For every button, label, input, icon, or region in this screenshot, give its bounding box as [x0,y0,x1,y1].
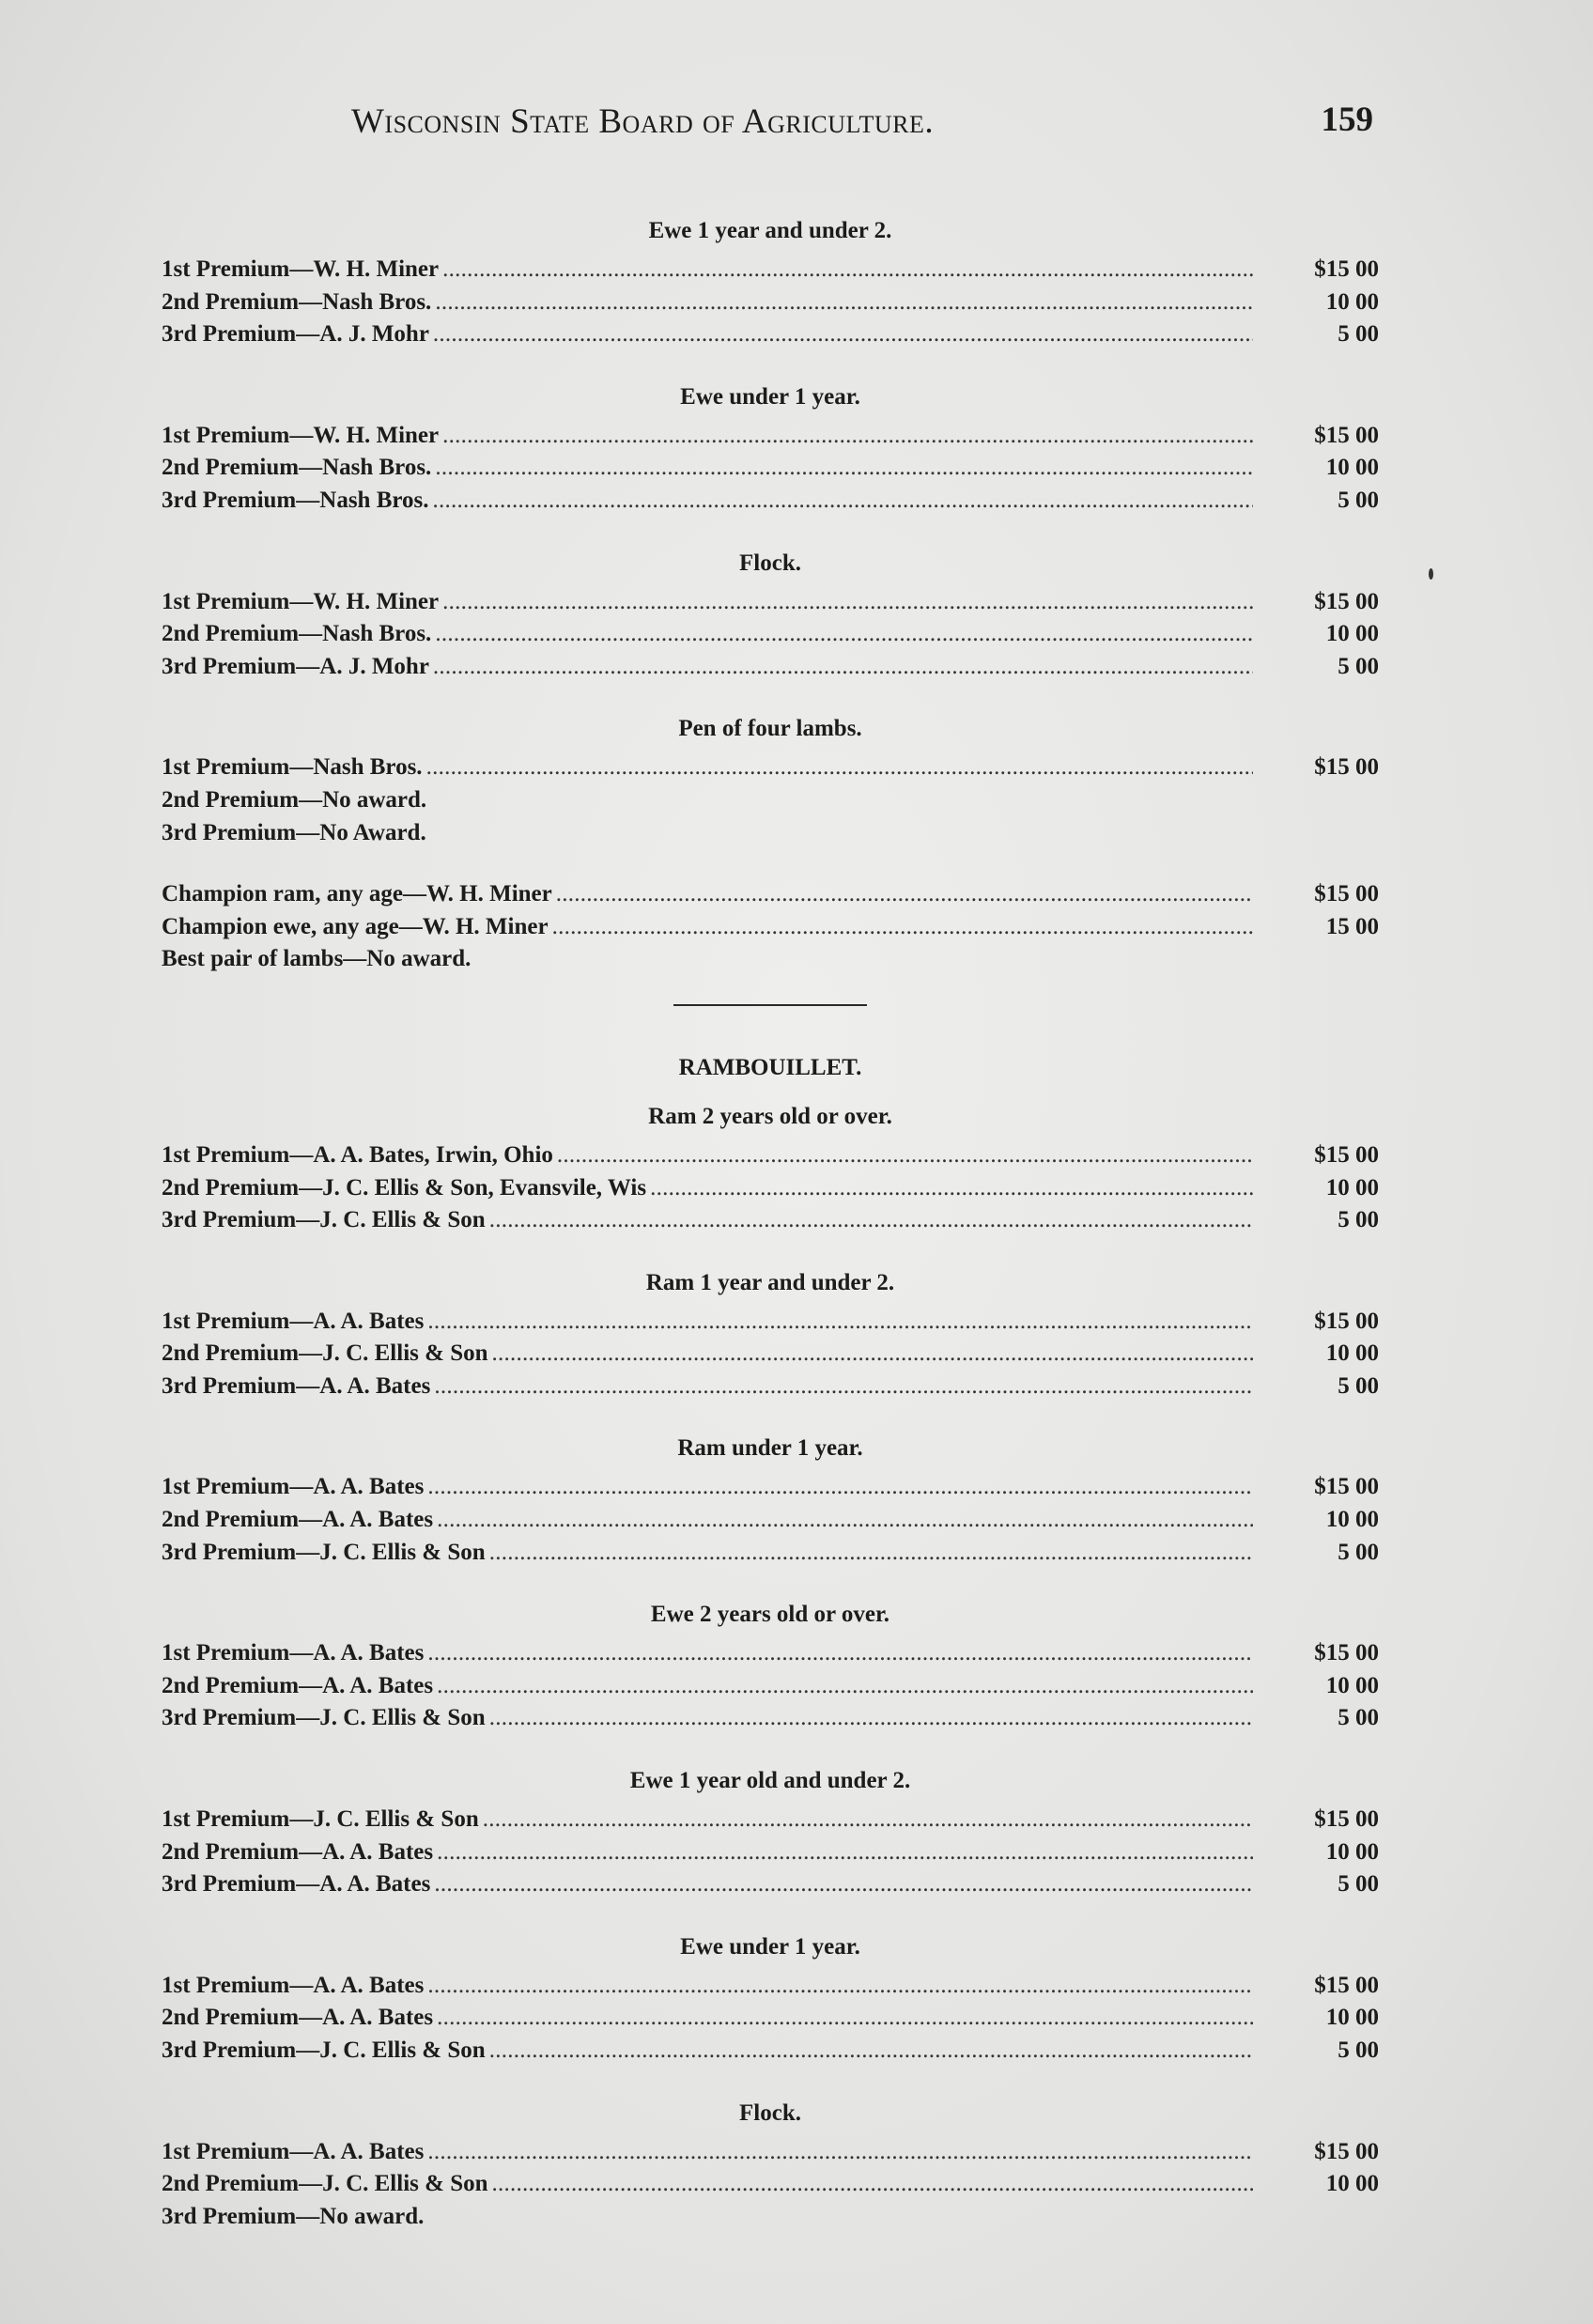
dot-leader [556,878,1253,911]
award-entry [162,420,1379,453]
page-number: 159 [1321,101,1373,139]
dot-leader [434,1868,1253,1901]
award-label: Champion ewe, any age—W. H. Miner [162,913,549,939]
dot-leader [437,1836,1253,1869]
award-entry [162,1804,1379,1836]
award-label: 2nd Premium—A. A. Bates [162,1838,434,1865]
award-entry [162,751,1379,784]
award-amount: $15 00 [1314,2138,1379,2164]
running-title: Wisconsin State Board of Agriculture. [351,102,935,141]
award-amount: 10 00 [1325,288,1379,315]
class-heading: Ram under 1 year. [677,1435,863,1462]
dot-leader [433,318,1253,351]
award-entry [162,2002,1379,2035]
award-label: 2nd Premium—Nash Bros. [162,621,432,647]
award-entry [162,1670,1379,1703]
award-amount: $15 00 [1314,422,1379,448]
class-heading: Ram 1 year and under 2. [645,1269,895,1295]
award-amount: 5 00 [1338,2037,1379,2063]
award-entry [162,1204,1379,1237]
award-label: 3rd Premium—A. A. Bates [162,1372,431,1399]
class-heading: Ewe under 1 year. [680,1933,860,1960]
award-label: 2nd Premium—No award. [162,786,427,813]
award-amount: 10 00 [1325,1340,1379,1367]
award-amount: 5 00 [1338,321,1379,348]
award-class [162,1764,1379,1901]
award-entry [162,586,1379,619]
dot-leader [433,651,1253,684]
award-label: 3rd Premium—A. J. Mohr [162,321,429,348]
class-heading: Ram 2 years old or over. [648,1103,892,1129]
award-label: 3rd Premium—J. C. Ellis & Son [162,2037,486,2063]
breed-heading: RAMBOUILLET. [678,1054,862,1080]
dot-leader [434,1371,1253,1403]
dot-leader [552,911,1253,944]
dot-leader [427,1471,1253,1504]
award-entry [162,2035,1379,2068]
award-label: 2nd Premium—J. C. Ellis & Son [162,1340,488,1367]
dot-leader [426,751,1253,784]
class-heading: Ewe under 1 year. [680,383,860,410]
class-heading: Pen of four lambs. [678,716,862,742]
award-label: 3rd Premium—Nash Bros. [162,487,429,513]
award-amount: $15 00 [1314,1640,1379,1666]
award-label: 1st Premium—W. H. Miner [162,422,440,448]
dot-leader [557,1139,1253,1172]
class-heading: Ewe 1 year and under 2. [648,218,892,243]
award-amount: 10 00 [1325,455,1379,481]
award-amount: $15 00 [1314,1474,1379,1500]
award-label: 1st Premium—J. C. Ellis & Son [162,1806,479,1833]
award-amount: 5 00 [1338,1207,1379,1233]
award-entry [162,2168,1379,2201]
premium-list-part1 [162,214,1379,849]
award-entry [162,1868,1379,1901]
award-label: 2nd Premium—J. C. Ellis & Son [162,2171,488,2197]
award-label: 2nd Premium—Nash Bros. [162,288,432,315]
award-entry [162,1371,1379,1403]
award-amount: $15 00 [1314,1308,1379,1334]
award-entry [162,1537,1379,1570]
dot-leader [427,1637,1253,1670]
award-class [162,2097,1379,2234]
award-entry [162,318,1379,351]
award-entry [162,618,1379,651]
award-entry [162,911,1379,944]
class-heading: Ewe 1 year old and under 2. [629,1768,911,1794]
dot-leader [437,1504,1253,1537]
award-entry [162,878,1379,911]
dot-leader [489,2035,1253,2068]
award-amount: 10 00 [1325,1507,1379,1533]
award-label: 3rd Premium—A. J. Mohr [162,653,429,679]
award-label: 1st Premium—A. A. Bates [162,1972,425,1998]
award-entry [162,287,1379,319]
award-label: 3rd Premium—J. C. Ellis & Son [162,1705,486,1731]
award-amount: 5 00 [1338,1372,1379,1399]
award-amount: 5 00 [1338,653,1379,679]
dot-leader [433,485,1254,518]
award-label: 3rd Premium—J. C. Ellis & Son [162,1207,486,1233]
award-class [162,1598,1379,1735]
dot-leader [489,1204,1253,1237]
award-amount: $15 00 [1314,754,1379,781]
award-entry [162,1504,1379,1537]
award-amount: 10 00 [1325,1838,1379,1865]
award-entry [162,1702,1379,1735]
running-head [162,94,1379,160]
dot-leader [435,618,1253,651]
award-label: 1st Premium—W. H. Miner [162,256,440,282]
award-amount: 10 00 [1325,2171,1379,2197]
award-class [162,1432,1379,1569]
award-entry [162,1306,1379,1339]
dot-leader [427,2136,1253,2169]
award-label: 1st Premium—A. A. Bates, Irwin, Ohio [162,1141,553,1168]
award-amount: $15 00 [1314,1972,1379,1998]
section-divider [673,1004,867,1006]
award-entry [162,452,1379,485]
award-entry [162,1471,1379,1504]
dot-leader [489,1537,1253,1570]
award-label: 1st Premium—A. A. Bates [162,1308,425,1334]
award-entry [162,1970,1379,2003]
award-label: 2nd Premium—A. A. Bates [162,1507,434,1533]
award-label: 2nd Premium—A. A. Bates [162,1672,434,1698]
dot-leader [650,1172,1253,1205]
award-class [162,712,1379,849]
award-label: 1st Premium—A. A. Bates [162,1640,425,1666]
dot-leader [489,1702,1253,1735]
award-label: 3rd Premium—A. A. Bates [162,1871,431,1898]
award-entry [162,817,1379,850]
dot-leader [435,287,1253,319]
champion-awards [162,878,1379,976]
award-entry [162,1836,1379,1869]
dot-leader [492,1338,1254,1371]
class-heading: Flock. [739,2099,801,2126]
award-amount: $15 00 [1314,1806,1379,1833]
award-entry [162,784,1379,817]
dot-leader [442,420,1253,453]
award-amount: 5 00 [1338,487,1379,513]
award-label: 2nd Premium—J. C. Ellis & Son, Evansvile, Wis [162,1174,647,1201]
dot-leader [483,1804,1253,1836]
award-entry [162,943,1379,976]
award-amount: $15 00 [1314,881,1379,907]
award-label: 3rd Premium—No award. [162,2203,425,2229]
award-label: Best pair of lambs—No award. [162,946,472,972]
dot-leader [442,254,1253,287]
class-heading: Flock. [739,550,801,576]
dot-leader [427,1970,1253,2003]
award-entry [162,254,1379,287]
dot-leader [437,1670,1253,1703]
award-amount: 10 00 [1325,1174,1379,1201]
award-amount: 10 00 [1325,1672,1379,1698]
award-entry [162,1172,1379,1205]
award-label: 3rd Premium—No Award. [162,819,426,845]
award-label: 1st Premium—Nash Bros. [162,754,423,781]
award-class [162,1266,1379,1403]
award-class [162,1100,1379,1237]
dot-leader [437,2002,1253,2035]
dot-leader [435,452,1253,485]
award-class [162,214,1379,351]
award-class [162,547,1379,684]
award-amount: 5 00 [1338,1705,1379,1731]
award-amount: $15 00 [1314,588,1379,614]
award-label: 3rd Premium—J. C. Ellis & Son [162,1539,486,1565]
award-entry [162,2201,1379,2234]
award-amount: 5 00 [1338,1539,1379,1565]
dot-leader [442,586,1253,619]
award-class [162,1930,1379,2068]
award-label: Champion ram, any age—W. H. Miner [162,881,552,907]
award-entry [162,651,1379,684]
dot-leader [492,2168,1254,2201]
award-amount: 10 00 [1325,621,1379,647]
award-label: 1st Premium—A. A. Bates [162,2138,425,2164]
award-amount: $15 00 [1314,256,1379,282]
award-amount: 15 00 [1325,913,1379,939]
award-amount: 10 00 [1325,2005,1379,2031]
award-entry [162,2136,1379,2169]
award-entry [162,1338,1379,1371]
award-label: 2nd Premium—A. A. Bates [162,2005,434,2031]
class-heading: Ewe 2 years old or over. [650,1602,890,1628]
award-label: 1st Premium—A. A. Bates [162,1474,425,1500]
award-label: 1st Premium—W. H. Miner [162,588,440,614]
award-entry [162,1637,1379,1670]
award-entry [162,1139,1379,1172]
award-label: 2nd Premium—Nash Bros. [162,455,432,481]
dot-leader [427,1306,1253,1339]
premium-list-part2 [162,1100,1379,2233]
ink-speck [1429,568,1433,580]
award-amount: 5 00 [1338,1871,1379,1898]
award-entry [162,485,1379,518]
award-class [162,380,1379,518]
award-amount: $15 00 [1314,1141,1379,1168]
